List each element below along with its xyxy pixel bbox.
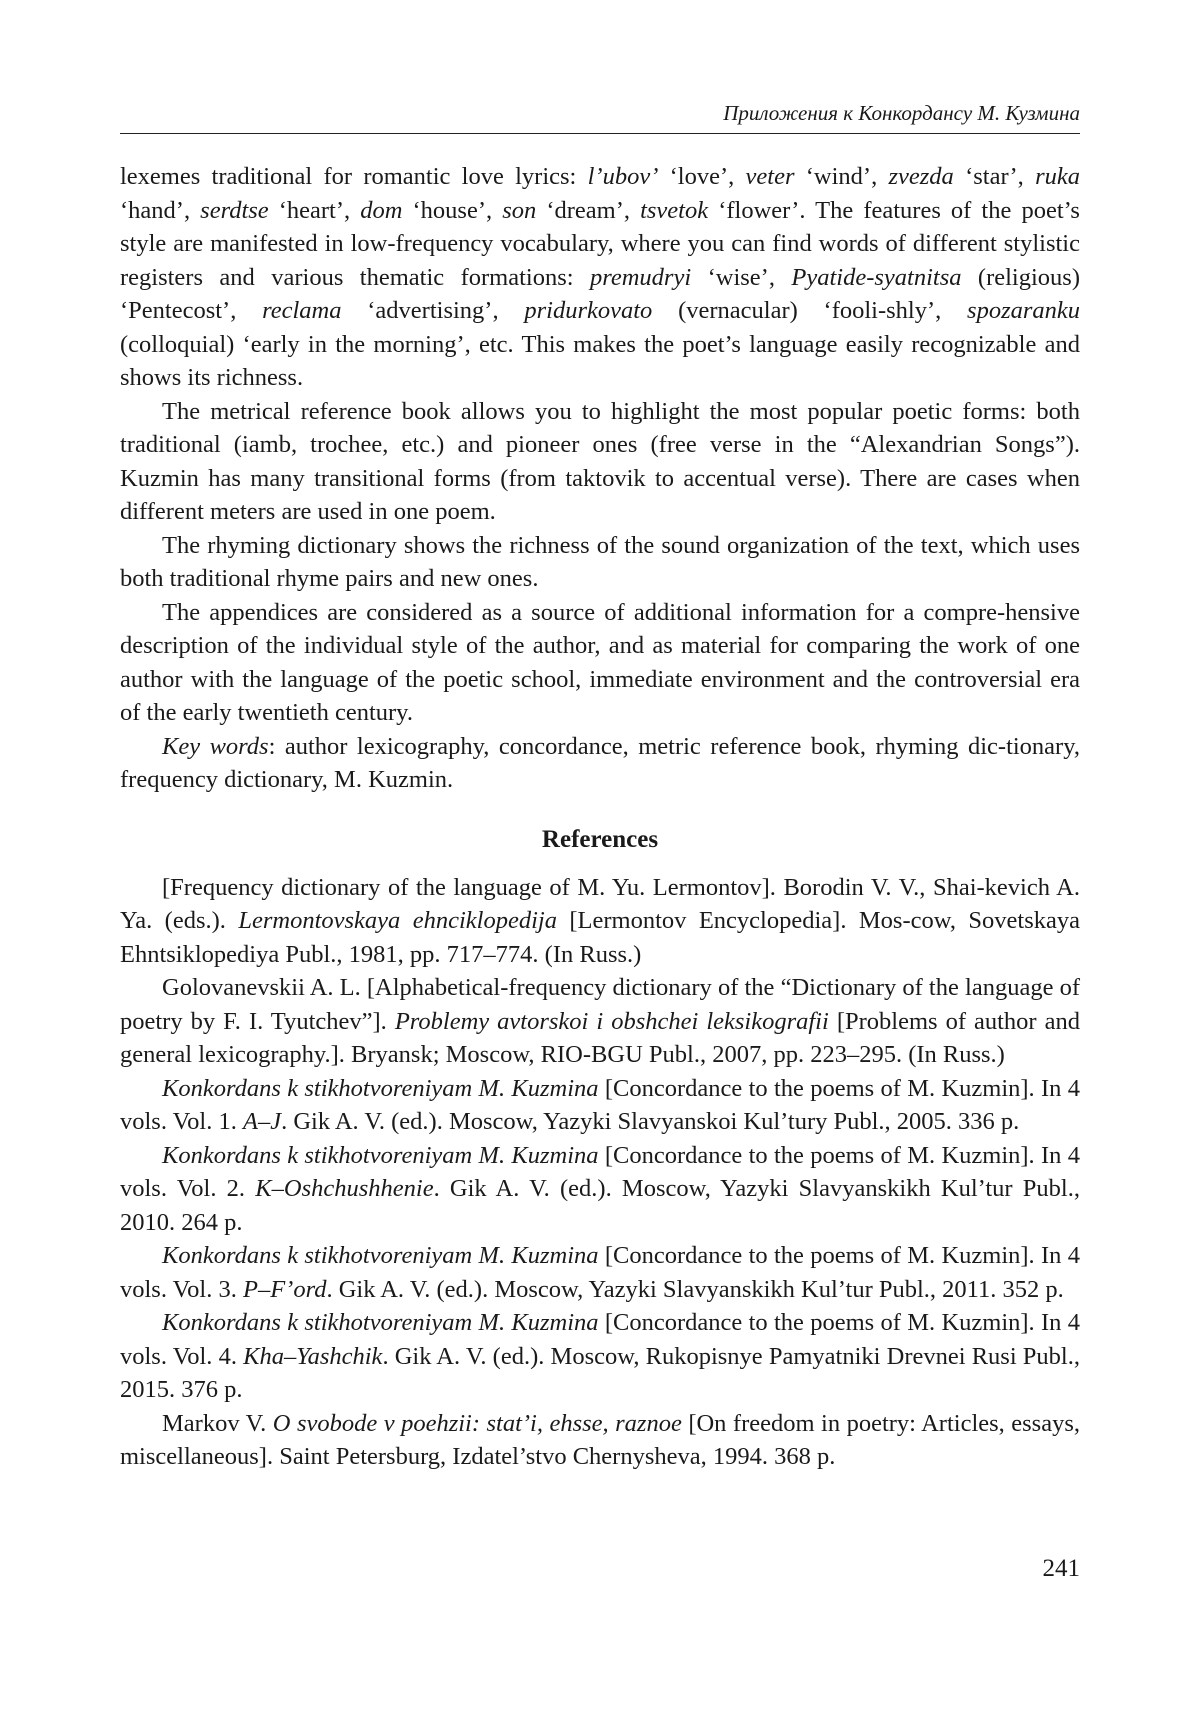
reference-entry: Konkordans k stikhotvoreniyam M. Kuzmina [Concordance to the poems of M. Kuzmin]. In 4 vols. Vol. 1. A–J. Gik A. V. (ed.). Moscow, Yazyki Slavyanskoi Kul’tury Publ., 2005. 336 p. — [120, 1074, 1080, 1135]
reference-entry: Markov V. O svobode v poehzii: stat’i, ehsse, raznoe [On freedom in poetry: Articles, essays, miscellaneous]. Saint Petersburg, Izdatel’stvo Chernysheva, 1994. 368 p. — [120, 1409, 1080, 1470]
header-rule — [120, 133, 1080, 134]
running-header: Приложения к Конкордансу М. Кузмина — [723, 101, 1080, 125]
body-text — [120, 160, 1080, 1474]
reference-entry: Konkordans k stikhotvoreniyam M. Kuzmina [Concordance to the poems of M. Kuzmin]. In 4 vols. Vol. 4. Kha–Yashchik. Gik A. V. (ed.). Moscow, Rukopisnye Pamyatniki Drevnei Rusi Publ., 2015. 376 p. — [120, 1309, 1080, 1403]
abstract-paragraphs — [120, 160, 1080, 797]
reference-entry: Konkordans k stikhotvoreniyam M. Kuzmina [Concordance to the poems of M. Kuzmin]. In 4 vols. Vol. 2. K–Oshchushhenie. Gik A. V. (ed.). Moscow, Yazyki Slavyanskikh Kul’tur Publ., 2010. 264 p. — [120, 1141, 1080, 1236]
reference-entry: Konkordans k stikhotvoreniyam M. Kuzmina [Concordance to the poems of M. Kuzmin]. In 4 vols. Vol. 3. P–F’ord. Gik A. V. (ed.). Moscow, Yazyki Slavyanskikh Kul’tur Publ., 2011. 352 p. — [120, 1242, 1080, 1303]
page-number: 241 — [1042, 1555, 1080, 1582]
paragraph: The appendices are considered as a source of additional information for a compre-hensive description of the individual style of the author, and as material for comparing the work of one author with the language of the poetic school, immediate environment and the controversial era of the early twentieth century. — [120, 598, 1080, 726]
references-list — [120, 871, 1080, 1474]
paragraph: Key words: author lexicography, concordance, metric reference book, rhyming dic-tionary, frequency dictionary, M. Kuzmin. — [120, 732, 1080, 793]
reference-entry: Golovanevskii A. L. [Alphabetical-frequency dictionary of the “Dictionary of the language of poetry by F. I. Tyutchev”]. Problemy avtorskoi i obshchei leksikografii [Problems of author and general lexicography.]. Bryansk; Moscow, RIO-BGU Publ., 2007, pp. 223–295. (In Russ.) — [120, 974, 1080, 1068]
reference-entry: [Frequency dictionary of the language of M. Yu. Lermontov]. Borodin V. V., Shai-kevich A. Ya. (eds.). Lermontovskaya ehnciklopedija [Lermontov Encyclopedia]. Mos-cow, Sovetskaya Ehntsiklopediya Publ., 1981, pp. 717–774. (In Russ.) — [120, 873, 1080, 968]
paragraph: The metrical reference book allows you to highlight the most popular poetic forms: both traditional (iamb, trochee, etc.) and pioneer ones (free verse in the “Alexandrian Songs”). Kuzmin has many transitional forms (from taktovik to accentual verse). There are cases when different meters are used in one poem. — [120, 397, 1080, 525]
references-heading: References — [541, 825, 659, 853]
paragraph: lexemes traditional for romantic love lyrics: l’ubov’ ‘love’, veter ‘wind’, zvezda ‘star’, ruka ‘hand’, serdtse ‘heart’, dom ‘house’, son ‘dream’, tsvetok ‘flower’. The features of the poet’s style are manifested in low-frequency vocabulary, where you can find words of different stylistic registers and various thematic formations: premudryi ‘wise’, Pyatide-syatnitsa (religious) ‘Pentecost’, reclama ‘advertising’, pridurkovato (vernacular) ‘fooli-shly’, spozaranku (colloquial) ‘early in the morning’, etc. This makes the poet’s language easily recognizable and shows its richness. — [120, 163, 1081, 391]
paragraph: The rhyming dictionary shows the richness of the sound organization of the text, which uses both traditional rhyme pairs and new ones. — [120, 531, 1080, 592]
